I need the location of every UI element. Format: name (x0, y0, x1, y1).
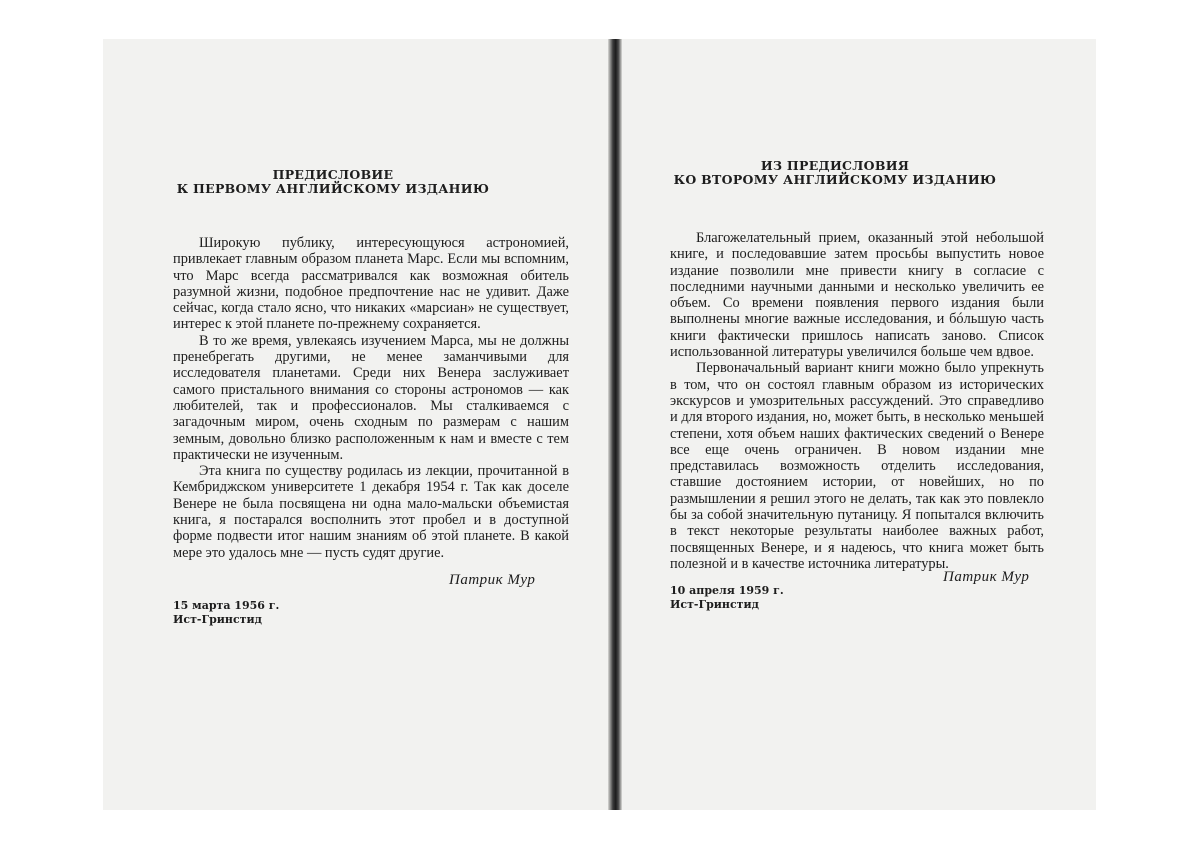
left-paragraph-3: Эта книга по существу родилась из лекции, прочитанной в Кембриджском университете 1 декабря 1954 г. Так как доселе Венере не была посвящена ни одна мало-мальски объемистая книга, я постарался восполнить этот пробел и в доступной форме подвести итог нашим знаниям об этой планете. В какой мере это удалось мне — пусть судят другие. (173, 463, 569, 561)
book-gutter (608, 39, 622, 810)
left-heading-line-1: ПРЕДИСЛОВИЕ (272, 167, 394, 182)
book-spread (103, 39, 1096, 810)
left-date-place (173, 599, 279, 627)
right-paragraph-1: Благожелательный прием, оказанный этой небольшой книге, и последовавшие затем просьбы выпустить новое издание позволили мне привести книгу в согласие с последними научными данными и несколько увеличить ее объем. Со времени появления первого издания были выполнены многие важные исследования, и бóльшую часть книги фактически пришлось написать заново. Список использованной литературы увеличился больше чем вдвое. (670, 230, 1044, 361)
right-date-place (670, 584, 784, 612)
right-date: 10 апреля 1959 г. (670, 584, 784, 597)
left-page (103, 39, 608, 810)
left-page-body (173, 235, 569, 561)
left-place: Ист-Гринстид (173, 613, 262, 626)
right-signature: Патрик Мур (943, 569, 1030, 585)
left-paragraph-1: Широкую публику, интересующуюся астрономией, привлекает главным образом планета Марс. Если мы вспомним, что Марс всегда рассматривался как возможная обитель разумной жизни, подобное предпочтение нас не удивит. Даже сейчас, когда стало ясно, что никаких «марсиан» не существует, интерес к этой планете по-прежнему сохраняется. (173, 235, 569, 333)
right-paragraph-2: Первоначальный вариант книги можно было упрекнуть в том, что он состоял главным образом из исторических экскурсов и умозрительных рассуждений. Это справедливо и для второго издания, но, может быть, в несколько меньшей степени, хотя объем наших фактических сведений о Венере все еще очень ограничен. В новом издании мне представилась возможность отделить исследования, ставшие достоянием истории, от новейших, но по размышлении я решил этого не делать, так как это повлекло бы за собой значительную путаницу. Я попытался включить в текст некоторые результаты наиболее важных работ, посвященных Венере, и я надеюсь, что книга может быть полезной и в качестве источника литературы. (670, 360, 1044, 572)
right-page-heading (670, 159, 1000, 187)
right-page (622, 39, 1096, 810)
left-paragraph-2: В то же время, увлекаясь изучением Марса, мы не должны пренебрегать другими, не менее заманчивыми для исследователя планетами. Среди них Венера заслуживает самого пристального внимания со стороны астрономов — как любителей, так и профессионалов. Мы сталкиваемся с загадочным миром, очень сходным по размерам с нашим земным, довольно близко расположенным к нам и вместе с тем практически не изученным. (173, 332, 569, 463)
left-signature: Патрик Мур (449, 572, 536, 588)
right-page-body (670, 230, 1044, 572)
left-date: 15 марта 1956 г. (173, 599, 280, 612)
right-heading-line-1: ИЗ ПРЕДИСЛОВИЯ (760, 158, 910, 173)
right-place: Ист-Гринстид (670, 598, 759, 611)
right-heading-line-2: КО ВТОРОМУ АНГЛИЙСКОМУ ИЗДАНИЮ (673, 172, 997, 187)
left-heading-line-2: К ПЕРВОМУ АНГЛИЙСКОМУ ИЗДАНИЮ (176, 181, 490, 196)
left-page-heading (163, 168, 503, 196)
